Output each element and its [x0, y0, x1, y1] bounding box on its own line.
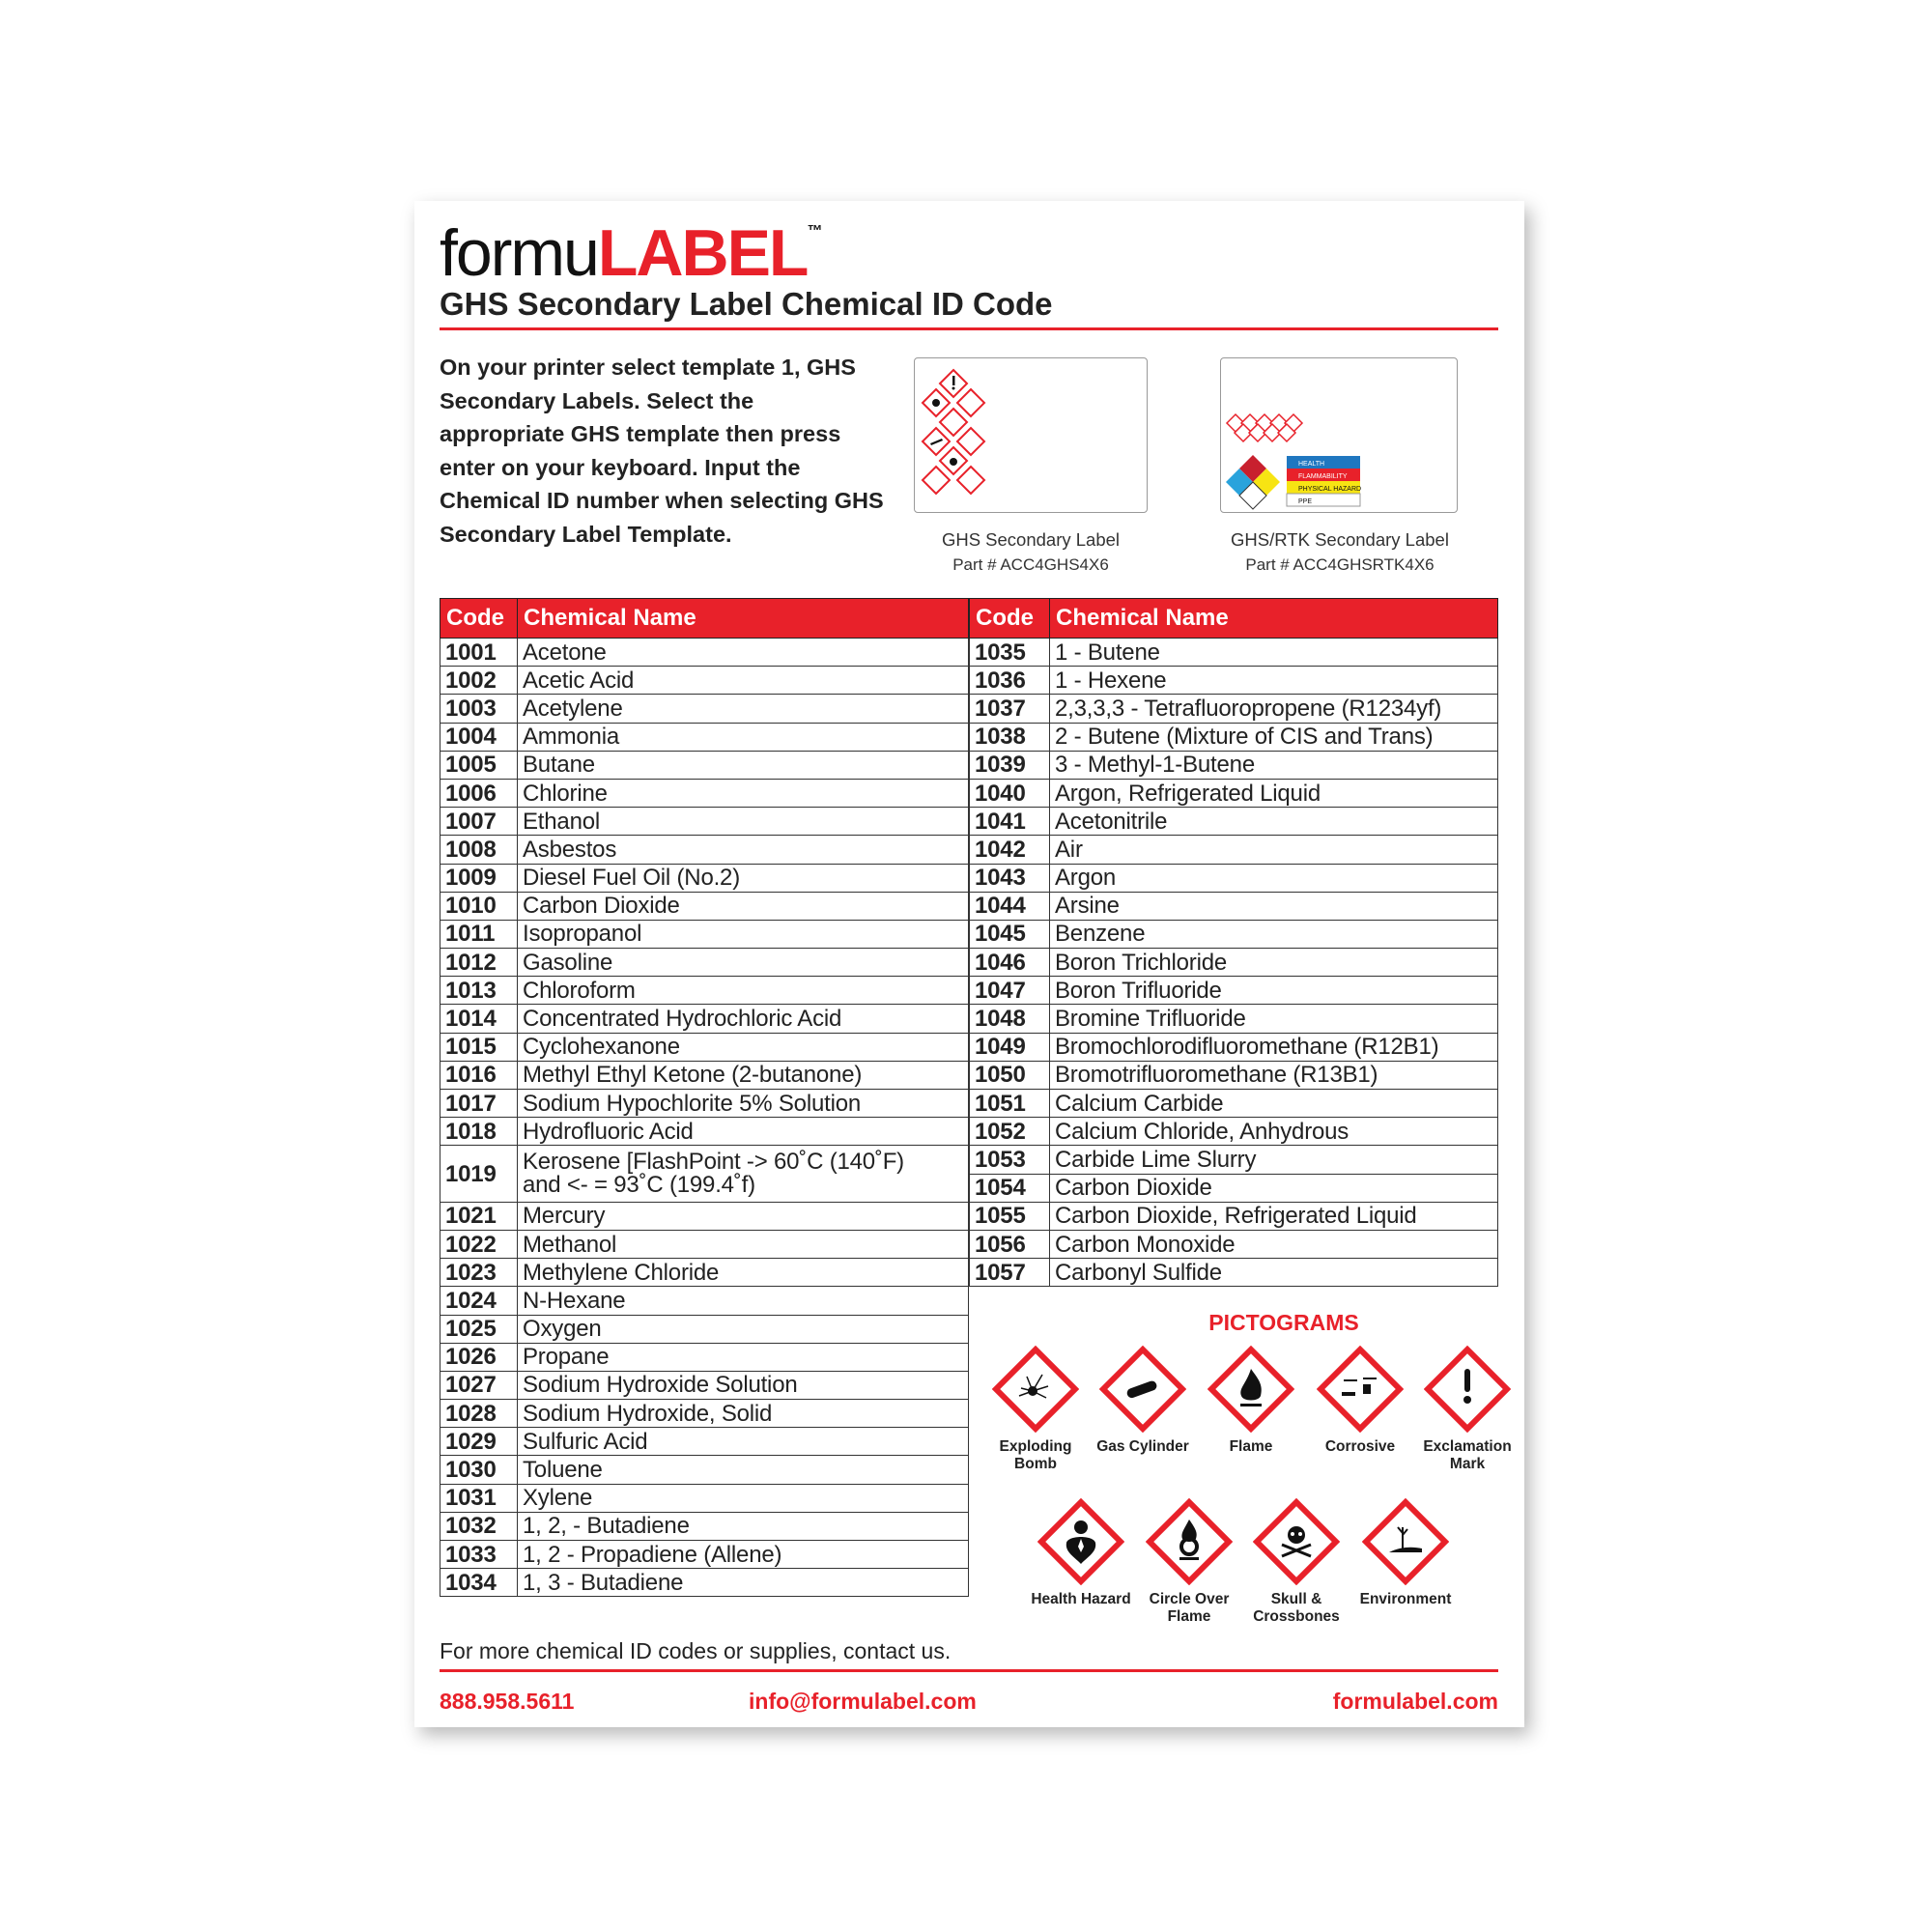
table-row: [970, 920, 1498, 948]
pictogram-label: Health Hazard: [1031, 1591, 1131, 1607]
chemical-name: [1050, 751, 1498, 779]
chemical-name-line: Concentrated Hydrochloric Acid: [523, 1006, 842, 1033]
ghs-label-pictograms-icon: [915, 358, 1149, 514]
chemical-name-line: Carbon Dioxide: [1055, 1175, 1212, 1202]
chemical-name: [518, 1541, 969, 1569]
table-row: [970, 977, 1498, 1005]
table-row: [970, 1118, 1498, 1146]
pictogram-circle-over-flame: [1136, 1498, 1242, 1626]
chemical-name: [1050, 920, 1498, 948]
ghs-rtk-label-thumbnail: [1220, 357, 1458, 513]
table-row: [440, 1118, 969, 1146]
chemical-code: 1034: [440, 1569, 518, 1597]
table-row: [440, 1259, 969, 1287]
chemical-name: [518, 1259, 969, 1287]
chemical-name: [518, 836, 969, 864]
chemical-name: [518, 977, 969, 1005]
chemical-code: 1002: [440, 667, 518, 695]
chemical-code: 1050: [970, 1061, 1050, 1089]
chemical-name-line: Cyclohexanone: [523, 1034, 680, 1061]
ghs-label-caption: [895, 527, 1167, 578]
chemical-code: 1024: [440, 1287, 518, 1315]
chemical-code: 1009: [440, 864, 518, 892]
chemical-name: [518, 1512, 969, 1540]
chemical-name-line: Bromochlorodifluoromethane (R12B1): [1055, 1034, 1439, 1061]
chemical-name-line: Carbon Dioxide: [523, 893, 680, 920]
chemical-name: [518, 1400, 969, 1428]
chemical-name-line: 1 - Butene: [1055, 639, 1160, 666]
table-row: [970, 1259, 1498, 1287]
chemical-code: 1036: [970, 667, 1050, 695]
chemical-code: 1015: [440, 1033, 518, 1061]
chemical-name: [1050, 1090, 1498, 1118]
chemical-name-line: Boron Trifluoride: [1055, 977, 1222, 1004]
table-row: [440, 1230, 969, 1258]
header-divider: [440, 327, 1498, 330]
chemical-code: 1039: [970, 751, 1050, 779]
chemical-name: [1050, 1033, 1498, 1061]
footer-divider: [440, 1669, 1498, 1672]
pictogram-flame: [1198, 1346, 1304, 1456]
chemical-name: [518, 1090, 969, 1118]
chemical-name: [518, 1484, 969, 1512]
logo-prefix: formu: [440, 216, 598, 290]
table-row: [440, 808, 969, 836]
chemical-code: 1004: [440, 723, 518, 751]
chemical-code: 1016: [440, 1061, 518, 1089]
chemical-code: 1055: [970, 1202, 1050, 1230]
table-row: [440, 1569, 969, 1597]
chemical-code: 1005: [440, 751, 518, 779]
table-row: [970, 864, 1498, 892]
table-row: [970, 1146, 1498, 1174]
chemical-name-line: Carbon Dioxide, Refrigerated Liquid: [1055, 1203, 1417, 1230]
chemical-name-line: Sodium Hypochlorite 5% Solution: [523, 1090, 861, 1117]
chemical-name: [518, 723, 969, 751]
table-row: [440, 1061, 969, 1089]
chemical-code: 1008: [440, 836, 518, 864]
chemical-code: 1026: [440, 1343, 518, 1371]
chemical-code: 1021: [440, 1202, 518, 1230]
chemical-code: 1046: [970, 949, 1050, 977]
pictograms-title: PICTOGRAMS: [1208, 1310, 1359, 1335]
chemical-code: 1030: [440, 1456, 518, 1484]
phone-link[interactable]: 888.958.5611: [440, 1689, 575, 1714]
chemical-code: 1007: [440, 808, 518, 836]
pictogram-label: Skull & Crossbones: [1253, 1591, 1340, 1625]
chemical-name-line: N-Hexane: [523, 1287, 626, 1314]
chemical-code: 1001: [440, 639, 518, 667]
pictogram-label: Circle Over Flame: [1149, 1591, 1230, 1625]
chemical-name-line: 3 - Methyl-1-Butene: [1055, 752, 1255, 779]
chemical-name-line: Toluene: [523, 1457, 603, 1484]
table-row: [970, 808, 1498, 836]
chemical-name-line: and <- = 93˚C (199.4˚f): [523, 1172, 755, 1199]
chemical-name-line: Acetic Acid: [523, 667, 635, 694]
table-row: [440, 1456, 969, 1484]
pictogram-label: Exploding Bomb: [999, 1438, 1072, 1472]
chemical-code: 1048: [970, 1005, 1050, 1033]
chemical-code: 1052: [970, 1118, 1050, 1146]
chemical-code: 1032: [440, 1512, 518, 1540]
chemical-code: 1018: [440, 1118, 518, 1146]
chemical-code: 1025: [440, 1315, 518, 1343]
table-row: [440, 1512, 969, 1540]
chemical-code: 1010: [440, 892, 518, 920]
chemical-name-line: Hydrofluoric Acid: [523, 1118, 694, 1145]
chemical-name: [518, 639, 969, 667]
chemical-code: 1047: [970, 977, 1050, 1005]
chemical-name: [518, 920, 969, 948]
chemical-name-line: Isopropanol: [523, 921, 642, 948]
chemical-name: [518, 751, 969, 779]
environment-icon: [1362, 1498, 1449, 1585]
chemical-name-line: 1, 2 - Propadiene (Allene): [523, 1541, 782, 1568]
chemical-name-line: Ethanol: [523, 808, 600, 835]
health-hazard-icon: [1037, 1498, 1124, 1585]
chemical-name: [1050, 1061, 1498, 1089]
chemical-name-line: Mercury: [523, 1203, 606, 1230]
chemical-name-line: Argon, Refrigerated Liquid: [1055, 780, 1321, 807]
pictogram-exploding-bomb: [982, 1346, 1089, 1473]
chemical-name: [518, 1061, 969, 1089]
table-row: [970, 1230, 1498, 1258]
chemical-name-line: Asbestos: [523, 836, 617, 863]
label-part-number: Part # ACC4GHSRTK4X6: [1245, 555, 1435, 574]
chemical-name-line: Sodium Hydroxide Solution: [523, 1372, 798, 1399]
table-row: [440, 1315, 969, 1343]
chemical-name-line: Sodium Hydroxide, Solid: [523, 1400, 773, 1427]
reference-sheet: [414, 201, 1524, 1727]
table-row: [440, 667, 969, 695]
chemical-code: 1014: [440, 1005, 518, 1033]
chemical-code: 1017: [440, 1090, 518, 1118]
chemical-name: [518, 892, 969, 920]
rtk-bar-ppe: PPE: [1298, 498, 1313, 505]
chemical-name: [518, 1033, 969, 1061]
chemical-code: 1056: [970, 1230, 1050, 1258]
chemical-name: [518, 1315, 969, 1343]
chemical-code: 1011: [440, 920, 518, 948]
chemical-name: [518, 1569, 969, 1597]
table-row: [440, 695, 969, 723]
chemical-name-line: Carbon Monoxide: [1055, 1231, 1236, 1258]
chemical-code: 1053: [970, 1146, 1050, 1174]
chemical-name: [1050, 864, 1498, 892]
chemical-name: [518, 1456, 969, 1484]
chemical-code: 1045: [970, 920, 1050, 948]
chemical-name: [1050, 1174, 1498, 1202]
chemical-name: [518, 1371, 969, 1399]
code-header: Code: [440, 599, 518, 639]
ghs-rtk-label-graphic-icon: [1221, 358, 1459, 514]
chemical-name-line: Acetone: [523, 639, 607, 666]
chemical-name-line: Acetonitrile: [1055, 808, 1168, 835]
chemical-name-line: Chlorine: [523, 780, 608, 807]
chemical-name: [1050, 1202, 1498, 1230]
chemical-name-line: 1, 3 - Butadiene: [523, 1569, 684, 1596]
chemical-name-line: Sulfuric Acid: [523, 1428, 648, 1455]
table-row: [440, 836, 969, 864]
table-row: [970, 751, 1498, 779]
chemical-name-line: Ammonia: [523, 724, 619, 751]
chemical-name-line: 1 - Hexene: [1055, 667, 1167, 694]
chemical-name-line: Butane: [523, 752, 595, 779]
chemical-name-line: 1, 2, - Butadiene: [523, 1513, 690, 1540]
chemical-code: 1051: [970, 1090, 1050, 1118]
chemical-name-line: Kerosene [FlashPoint -> 60˚C (140˚F): [523, 1149, 904, 1176]
pictogram-label: Exclamation Mark: [1423, 1438, 1512, 1472]
chemical-name: [518, 1230, 969, 1258]
code-header: Code: [970, 599, 1050, 639]
table-row: [970, 639, 1498, 667]
chemical-name-line: Xylene: [523, 1485, 593, 1512]
chemical-code: 1040: [970, 779, 1050, 807]
table-row: [440, 1005, 969, 1033]
ghs-label-thumbnail: [914, 357, 1148, 513]
chemical-name-line: Propane: [523, 1344, 610, 1371]
name-header: Chemical Name: [1050, 599, 1498, 639]
chemical-name: [1050, 977, 1498, 1005]
chemical-name: [1050, 723, 1498, 751]
table-row: [970, 667, 1498, 695]
contact-note: For more chemical ID codes or supplies, contact us.: [440, 1638, 952, 1663]
chemical-name: [1050, 695, 1498, 723]
chemical-name-line: Methyl Ethyl Ketone (2-butanone): [523, 1062, 863, 1089]
chemical-name: [1050, 1230, 1498, 1258]
table-row: [440, 1428, 969, 1456]
table-row: [440, 1343, 969, 1371]
chemical-name: [1050, 639, 1498, 667]
label-part-number: Part # ACC4GHS4X6: [952, 555, 1109, 574]
chemical-name-line: Bromine Trifluoride: [1055, 1006, 1246, 1033]
table-row: [440, 949, 969, 977]
page-title: GHS Secondary Label Chemical ID Code: [440, 286, 1053, 322]
chemical-code: 1028: [440, 1400, 518, 1428]
table-row: [440, 639, 969, 667]
table-row: [440, 1146, 969, 1202]
chemical-name: [518, 1202, 969, 1230]
table-row: [440, 1287, 969, 1315]
ghs-rtk-label-caption: [1204, 527, 1476, 578]
chemical-name-line: Oxygen: [523, 1316, 602, 1343]
table-row: [440, 1371, 969, 1399]
skull-crossbones-icon: [1253, 1498, 1340, 1585]
table-row: [970, 695, 1498, 723]
chemical-name: [518, 1146, 969, 1202]
chemical-code: 1022: [440, 1230, 518, 1258]
chemical-name: [1050, 949, 1498, 977]
table-row: [440, 1400, 969, 1428]
pictogram-label: Flame: [1229, 1438, 1273, 1455]
chemical-table-left: [440, 598, 969, 1597]
chemical-name-line: Gasoline: [523, 949, 613, 976]
email-link[interactable]: info@formulabel.com: [749, 1689, 977, 1714]
chemical-name: [1050, 1259, 1498, 1287]
chemical-name-line: Air: [1055, 836, 1083, 863]
chemical-code: 1038: [970, 723, 1050, 751]
chemical-table-right: [969, 598, 1498, 1287]
chemical-name: [1050, 808, 1498, 836]
pictogram-label: Gas Cylinder: [1096, 1438, 1189, 1455]
table-row: [440, 779, 969, 807]
chemical-code: 1023: [440, 1259, 518, 1287]
flame-icon: [1208, 1346, 1294, 1433]
chemical-name: [518, 949, 969, 977]
pictogram-corrosive: [1307, 1346, 1413, 1456]
chemical-name: [1050, 667, 1498, 695]
table-row: [970, 1202, 1498, 1230]
chemical-code: 1031: [440, 1484, 518, 1512]
chemical-code: 1003: [440, 695, 518, 723]
table-row: [440, 864, 969, 892]
chemical-name-line: Methanol: [523, 1231, 617, 1258]
corrosive-icon: [1317, 1346, 1404, 1433]
rtk-bar-flammability: FLAMMABILITY: [1298, 473, 1348, 480]
chemical-name-line: Chloroform: [523, 977, 636, 1004]
pictogram-label: Environment: [1359, 1591, 1452, 1607]
pictogram-skull-crossbones: [1243, 1498, 1350, 1626]
table-row: [970, 779, 1498, 807]
chemical-name: [518, 1118, 969, 1146]
trademark: ™: [807, 223, 823, 240]
chemical-name-line: Bromotrifluoromethane (R13B1): [1055, 1062, 1378, 1089]
chemical-name: [518, 1005, 969, 1033]
name-header: Chemical Name: [518, 599, 969, 639]
chemical-code: 1029: [440, 1428, 518, 1456]
chemical-name: [518, 1428, 969, 1456]
chemical-name-line: Methylene Chloride: [523, 1259, 720, 1286]
chemical-name: [1050, 1118, 1498, 1146]
chemical-name-line: Carbonyl Sulfide: [1055, 1259, 1222, 1286]
instructions: On your printer select template 1, GHS Secondary Labels. Select the appropriate GHS template then press enter on your keyboard. Input the Chemical ID number when selecting GHS Secondary Label Template.: [440, 355, 884, 547]
table-row: [970, 1174, 1498, 1202]
chemical-code: 1033: [440, 1541, 518, 1569]
chemical-name-line: Diesel Fuel Oil (No.2): [523, 865, 740, 892]
logo-suffix: LABEL: [597, 216, 808, 290]
table-row: [440, 1484, 969, 1512]
table-row: [440, 977, 969, 1005]
table-row: [440, 1202, 969, 1230]
label-name: GHS Secondary Label: [941, 529, 1121, 550]
table-row: [970, 1090, 1498, 1118]
chemical-code: 1041: [970, 808, 1050, 836]
gas-cylinder-icon: [1099, 1346, 1186, 1433]
rtk-bar-health: HEALTH: [1298, 461, 1325, 468]
table-row: [440, 1033, 969, 1061]
chemical-name-line: Argon: [1055, 865, 1117, 892]
chemical-code: 1035: [970, 639, 1050, 667]
chemical-name: [518, 779, 969, 807]
chemical-name: [1050, 1005, 1498, 1033]
chemical-name: [1050, 779, 1498, 807]
exploding-bomb-icon: [992, 1346, 1079, 1433]
chemical-code: 1054: [970, 1174, 1050, 1202]
table-row: [440, 1541, 969, 1569]
table-row: [970, 836, 1498, 864]
chemical-name: [1050, 1146, 1498, 1174]
chemical-code: 1037: [970, 695, 1050, 723]
chemical-name-line: Arsine: [1055, 893, 1120, 920]
pictogram-gas-cylinder: [1090, 1346, 1196, 1456]
chemical-name-line: Carbide Lime Slurry: [1055, 1146, 1257, 1173]
exclamation-mark-icon: [1424, 1346, 1511, 1433]
chemical-code: 1027: [440, 1371, 518, 1399]
chemical-code: 1042: [970, 836, 1050, 864]
chemical-code: 1049: [970, 1033, 1050, 1061]
table-row: [440, 1090, 969, 1118]
table-row: [440, 920, 969, 948]
table-row: [970, 1061, 1498, 1089]
circle-over-flame-icon: [1146, 1498, 1233, 1585]
chemical-name: [518, 667, 969, 695]
chemical-name-line: Acetylene: [523, 695, 623, 722]
chemical-name: [1050, 892, 1498, 920]
chemical-name: [1050, 836, 1498, 864]
chemical-code: 1013: [440, 977, 518, 1005]
table-row: [970, 1033, 1498, 1061]
table-row: [970, 1005, 1498, 1033]
chemical-name-line: 2,3,3,3 - Tetrafluoropropene (R1234yf): [1055, 695, 1442, 722]
chemical-name: [518, 1343, 969, 1371]
table-row: [440, 892, 969, 920]
table-row: [970, 949, 1498, 977]
chemical-code: 1012: [440, 949, 518, 977]
chemical-name-line: Calcium Carbide: [1055, 1090, 1224, 1117]
label-name: GHS/RTK Secondary Label: [1231, 529, 1449, 550]
pictogram-environment: [1352, 1498, 1459, 1608]
table-row: [440, 723, 969, 751]
table-row: [440, 751, 969, 779]
chemical-name-line: 2 - Butene (Mixture of CIS and Trans): [1055, 724, 1434, 751]
pictogram-label: Corrosive: [1324, 1438, 1396, 1455]
website-link[interactable]: formulabel.com: [1332, 1689, 1498, 1714]
chemical-code: 1006: [440, 779, 518, 807]
chemical-name: [518, 1287, 969, 1315]
brand-logo: [440, 216, 823, 290]
chemical-code: 1019: [440, 1146, 518, 1202]
table-row: [970, 892, 1498, 920]
table-row: [970, 723, 1498, 751]
chemical-name-line: Benzene: [1055, 921, 1146, 948]
chemical-name: [518, 808, 969, 836]
chemical-name-line: Boron Trichloride: [1055, 949, 1228, 976]
chemical-name: [518, 695, 969, 723]
pictogram-exclamation-mark: [1414, 1346, 1520, 1473]
pictogram-health-hazard: [1028, 1498, 1134, 1608]
chemical-code: 1044: [970, 892, 1050, 920]
rtk-bar-physical: PHYSICAL HAZARD: [1298, 486, 1362, 493]
chemical-name: [518, 864, 969, 892]
chemical-code: 1043: [970, 864, 1050, 892]
chemical-name-line: Calcium Chloride, Anhydrous: [1055, 1118, 1350, 1145]
chemical-code: 1057: [970, 1259, 1050, 1287]
